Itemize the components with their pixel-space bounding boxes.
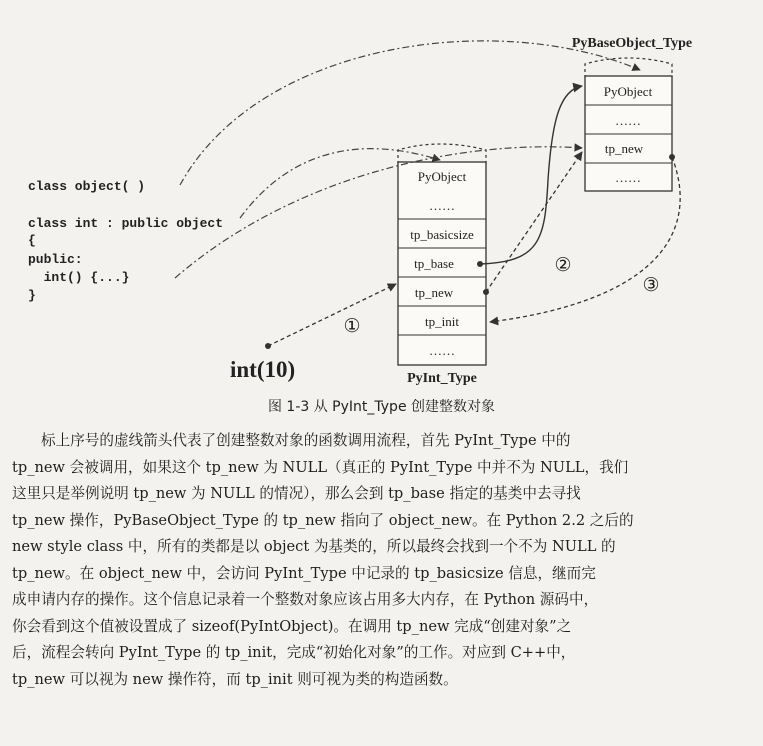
pyint-cell-ellipsis: …… (429, 198, 455, 213)
body-line: 后，流程会转向 PyInt_Type 的 tp_init，完成“初始化对象”的工作。对应到 C++中， (12, 644, 576, 661)
figure-caption: 图 1-3 从 PyInt_Type 创建整数对象 (267, 399, 496, 415)
pyint-cell-tp-init: tp_init (425, 314, 459, 329)
body-line: tp_new 会被调用，如果这个 tp_new 为 NULL（真正的 PyInt_Type 中并不为 NULL，我们 (12, 458, 629, 476)
pyint-cell-tp-base: tp_base (414, 256, 454, 271)
pyint-cell-tp-basicsize: tp_basicsize (410, 227, 474, 242)
code-line: class int : public object (28, 216, 224, 231)
pybase-cell-ellipsis: …… (615, 170, 641, 185)
pybase-cell-pyobject: PyObject (603, 84, 653, 99)
code-line: { (28, 233, 36, 248)
pyint-cell-pyobject: PyObject (417, 169, 467, 184)
pyint-cell-ellipsis: …… (429, 343, 455, 358)
tp-base-dot (477, 261, 483, 267)
pybaseobject-type-box (572, 36, 692, 191)
pybase-cell-tp-new: tp_new (604, 141, 644, 156)
int-call-label: int(10) (230, 357, 296, 382)
pyint-cell-tp-new: tp_new (414, 285, 454, 300)
body-line: 成申请内存的操作。这个信息记录着一个整数对象应该占用多大内存，在 Python 源码中， (12, 591, 599, 608)
code-line: public: (28, 252, 83, 267)
pybaseobject-type-top-stub (585, 58, 672, 78)
pyint-type-title: PyInt_Type (407, 371, 477, 386)
step-marker-1: ① (343, 315, 361, 337)
body-line: tp_new 操作，PyBaseObject_Type 的 tp_new 指向了 object_new。在 Python 2.2 之后的 (12, 511, 634, 529)
body-line: 标上序号的虚线箭头代表了创建整数对象的函数调用流程，首先 PyInt_Type 中的 (41, 432, 571, 449)
body-line: 你会看到这个值被设置成了 sizeof(PyIntObject)。在调用 tp_new 完成“创建对象”之 (12, 617, 572, 635)
step-marker-3: ③ (642, 274, 660, 296)
code-line: int() {...} (28, 270, 130, 285)
body-line: tp_new 可以视为 new 操作符，而 tp_init 则可视为类的构造函数。 (12, 670, 458, 688)
pyint-type-box (398, 144, 486, 386)
step-marker-2: ② (554, 254, 572, 276)
constructor-to-pybaseobject-curve (175, 147, 582, 278)
code-line: } (28, 288, 36, 303)
body-paragraph (12, 428, 754, 693)
body-line: 这里只是举例说明 tp_new 为 NULL 的情况），那么会到 tp_base 指定的基类中去寻找 (12, 485, 581, 502)
pybase-cell-ellipsis: …… (615, 113, 641, 128)
pyint-type-top-stub (398, 144, 486, 164)
class-code-listing (28, 179, 223, 303)
code-line: class object( ) (28, 179, 146, 194)
pybaseobject-type-title: PyBaseObject_Type (571, 36, 693, 51)
body-line: new style class 中，所有的类都是以 object 为基类的，所以最终会找到一个不为 NULL 的 (12, 538, 616, 555)
step-1-arrow (268, 284, 396, 346)
body-line: tp_new。在 object_new 中，会访问 PyInt_Type 中记录的 tp_basicsize 信息，继而完 (12, 564, 596, 582)
